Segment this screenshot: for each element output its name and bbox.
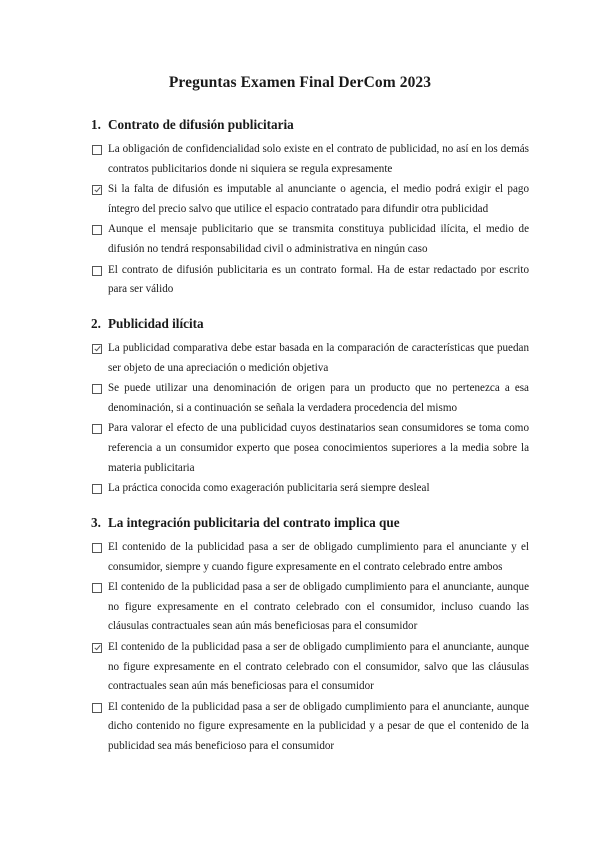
section-number: 1. <box>91 117 101 132</box>
answer-option[interactable] <box>91 261 529 300</box>
answer-text: El contrato de difusión publicitaria es un contrato formal. Ha de estar redactado por escrito para ser válido <box>108 263 529 296</box>
checkbox[interactable] <box>92 384 102 394</box>
answer-text: El contenido de la publicidad pasa a ser de obligado cumplimiento para el anunciante, aunque no figure expresamente en el contrato celebrado con el consumidor, salvo que las cláusulas contractuales sean aún más beneficiosas para el consumidor <box>108 640 529 693</box>
answer-text: El contenido de la publicidad pasa a ser de obligado cumplimiento para el anunciante, aunque no figure expresamente en el contrato celebrado con el consumidor, incluso cuando las cláusulas contractuales sean aún más beneficiosas para el consumidor <box>108 581 529 633</box>
checkbox[interactable] <box>92 266 102 276</box>
answer-option[interactable] <box>91 578 529 637</box>
answer-text: Se puede utilizar una denominación de origen para un producto que no pertenezca a esa denominación, si a continuación se señala la verdadera procedencia del mismo <box>108 382 529 414</box>
answer-text: La obligación de confidencialidad solo existe en el contrato de publicidad, no así en los demás contratos publicitarios donde ni siquiera se regula expresamente <box>108 143 529 175</box>
answer-text: La práctica conocida como exageración publicitaria será siempre desleal <box>108 482 430 495</box>
answer-option[interactable] <box>91 479 529 499</box>
answer-option[interactable] <box>91 180 529 219</box>
checkbox[interactable] <box>92 643 102 653</box>
answer-text: Aunque el mensaje publicitario que se transmita constituya publicidad ilícita, el medio de difusión no tendrá responsabilidad civil o administrativa en ningún caso <box>108 223 529 255</box>
checkbox[interactable] <box>92 185 102 195</box>
section-heading <box>91 115 529 135</box>
section-title: Contrato de difusión publicitaria <box>108 117 294 132</box>
checkbox[interactable] <box>92 543 102 553</box>
answer-text: La publicidad comparativa debe estar basada en la comparación de características que puedan ser objeto de una apreciación o medición objetiva <box>108 342 529 374</box>
answer-option[interactable] <box>91 638 529 697</box>
section-heading <box>91 314 529 334</box>
question-section-3 <box>91 513 529 757</box>
question-section-1 <box>91 115 529 300</box>
checkbox[interactable] <box>92 145 102 155</box>
answer-text: El contenido de la publicidad pasa a ser de obligado cumplimiento para el anunciante, aunque dicho contenido no figure expresamente en la publicidad y a pesar de que el contenido de la publicidad sea más beneficioso para el consumidor <box>108 700 529 752</box>
section-title: La integración publicitaria del contrato implica que <box>108 515 400 530</box>
answer-option[interactable] <box>91 419 529 478</box>
answer-option[interactable] <box>91 220 529 259</box>
checkbox[interactable] <box>92 703 102 713</box>
answer-option[interactable] <box>91 538 529 577</box>
checkbox[interactable] <box>92 424 102 434</box>
answer-text: El contenido de la publicidad pasa a ser de obligado cumplimiento para el anunciante y el consumidor, siempre y cuando figure expresamente en el contrato celebrado entre ambos <box>108 541 529 573</box>
answer-option[interactable] <box>91 140 529 179</box>
page-title: Preguntas Examen Final DerCom 2023 <box>168 74 432 91</box>
answer-option[interactable] <box>91 339 529 378</box>
answer-option[interactable] <box>91 698 529 757</box>
answer-text: Para valorar el efecto de una publicidad cuyos destinatarios sean consumidores se toma como referencia a un consumidor experto que posea conocimientos superiores a la media sobre la materia publicitaria <box>108 422 529 474</box>
section-number: 3. <box>91 515 101 530</box>
question-section-2 <box>91 314 529 499</box>
section-number: 2. <box>91 316 101 331</box>
section-title: Publicidad ilícita <box>108 316 204 331</box>
checkbox[interactable] <box>92 225 102 235</box>
checkbox[interactable] <box>92 344 102 354</box>
section-heading <box>91 513 529 533</box>
answer-option[interactable] <box>91 379 529 418</box>
checkbox[interactable] <box>92 484 102 494</box>
answer-text: Si la falta de difusión es imputable al anunciante o agencia, el medio podrá exigir el pago íntegro del precio salvo que utilice el espacio contratado para difundir otra publicidad <box>108 183 529 215</box>
checkbox[interactable] <box>92 583 102 593</box>
